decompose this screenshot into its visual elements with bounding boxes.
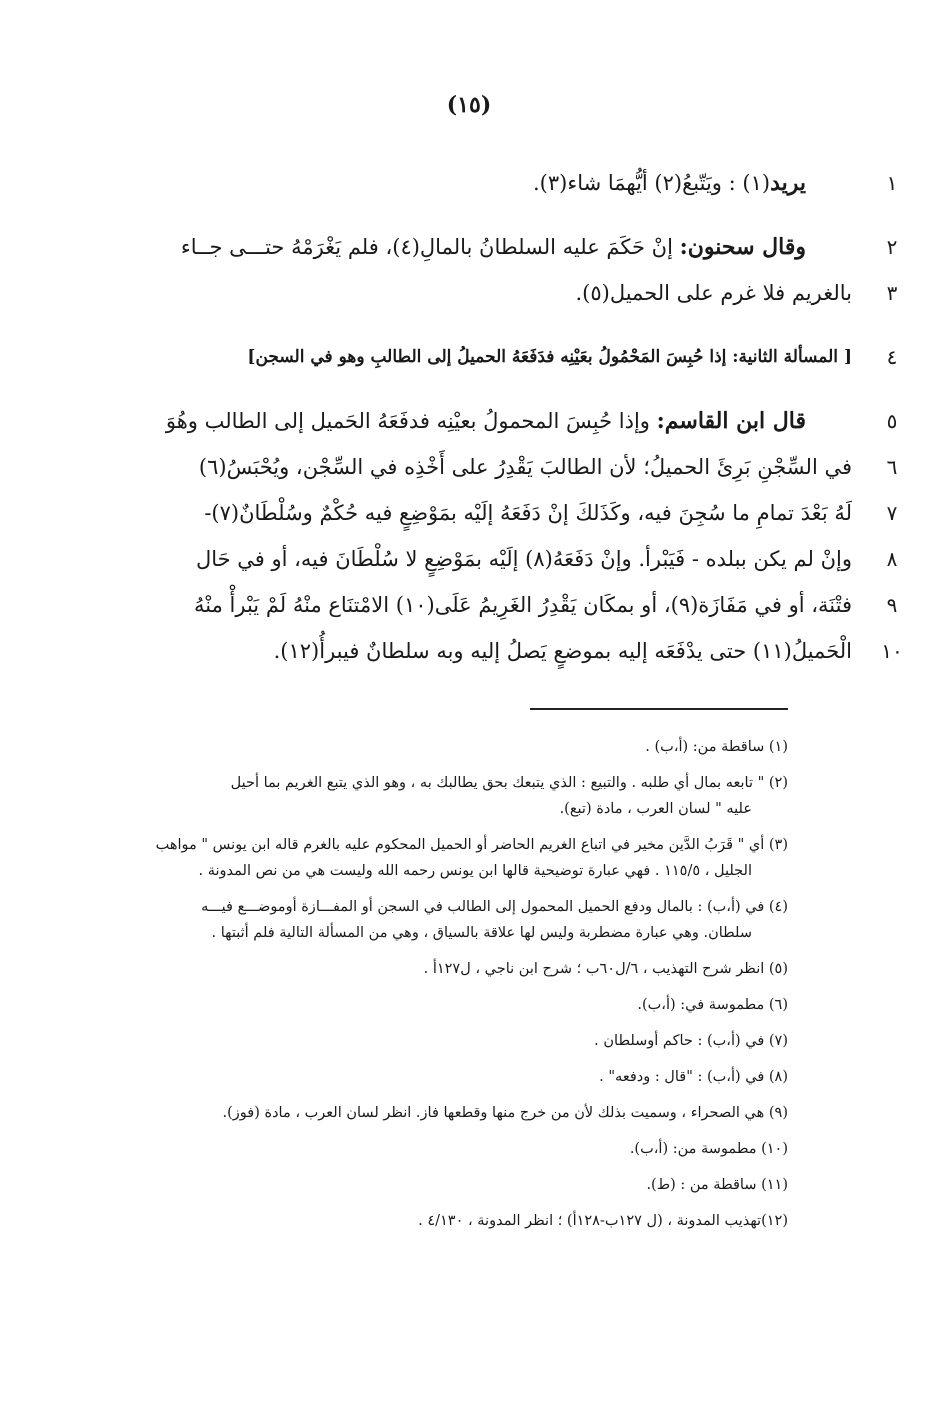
- footnote-text: (١٢)تهذيب المدونة ، (ل ١٢٧ب-١٢٨أ) ؛ انظر المدونة ، ٤/١٣٠ .: [418, 1213, 788, 1229]
- text-line-9: [62, 582, 898, 628]
- footnote-10: [73, 1136, 788, 1162]
- line-text: فتْنَة، أو في مَفَازَة(٩)، أو بمكَان يَقْدِرُ الغَرِيمُ عَلَى(١٠) الامْتنَاع منْهُ لَمْ يَبْرأْ منْهُ: [194, 593, 852, 617]
- line-text: في السِّجْنِ بَرِئَ الحميلُ؛ لأن الطالبَ يَقْدِرُ على أَخْذِه في السِّجْن، ويُحْبَسُ(٦): [198, 455, 852, 479]
- footnote-text: (٩) هي الصحراء ، وسميت بذلك لأن من خرج منها وقطعها فاز. انظر لسان العرب ، مادة (فوز).: [222, 1105, 788, 1121]
- main-text: [62, 160, 903, 674]
- line-text: الْحَميلُ(١١) حتى يدْفَعَه إليه بموضعٍ يَصلُ إليه وبه سلطانٌ فيبرأُ(١٢).: [273, 639, 852, 663]
- footnote-1: [73, 734, 788, 760]
- line-number: ٦: [886, 455, 898, 479]
- footnote-text: (٨) في (أ،ب) : "قال : ودفعه" .: [599, 1069, 788, 1085]
- line-number: ٨: [886, 547, 898, 571]
- footnote-7: [73, 1028, 788, 1054]
- speaker-label: قال ابن القاسم:: [656, 408, 806, 434]
- section-heading: [62, 334, 898, 380]
- footnote-continuation: سلطان. وهي عبارة مضطربة وليس لها علاقة بالسياق ، وهي من المسألة التالية فلم أثبتها .: [211, 925, 752, 941]
- line-number: ٥: [886, 409, 898, 433]
- footnote-5: [73, 956, 788, 982]
- footnote-6: [73, 992, 788, 1018]
- text-line-5: [62, 398, 898, 444]
- footnote-text: (١٠) مطموسة من: (أ،ب).: [629, 1141, 788, 1157]
- footnote-11: [73, 1172, 788, 1198]
- line-text: لَهُ بَعْدَ تمامِ ما سُجِنَ فيه، وكَذَلكَ إنْ دَفَعَهُ إلَيْه بمَوْضِعٍ فيه حُكْمٌ وسُلْطَانٌ(٧)-: [204, 501, 852, 525]
- footnote-separator: [530, 708, 788, 710]
- footnotes: [73, 734, 788, 1244]
- line-number: ٣: [886, 281, 898, 305]
- line-text: وإنْ لم يكن ببلده - فَيَبْرأ. وإنْ دَفَعَهُ(٨) إلَيْه بمَوْضِعٍ لا سُلْطَانَ فيه، أو في حَال: [195, 547, 852, 571]
- line-number: ٩: [886, 593, 898, 617]
- footnote-text: (١١) ساقطة من : (ط).: [646, 1177, 788, 1193]
- text-line-2: [62, 224, 898, 270]
- text-line-8: [62, 536, 898, 582]
- page-number: (١٥): [446, 92, 492, 118]
- footnote-continuation: عليه " لسان العرب ، مادة (تبع).: [559, 801, 752, 817]
- footnote-text: (٦) مطموسة في: (أ،ب).: [637, 997, 788, 1013]
- text-line-10: [62, 628, 903, 674]
- footnote-text: (٤) في (أ،ب) : بالمال ودفع الحميل المحمول إلى الطالب في السجن أو المفـــازة أوموضـــع فيـــه: [201, 899, 788, 915]
- footnote-text: (٥) انظر شرح التهذيب ، ٦/ل٦٠ب ؛ شرح ابن ناجي ، ل١٢٧أ .: [423, 961, 788, 977]
- text-line-7: [62, 490, 898, 536]
- footnote-text: (٢) " تابعه بمال أي طلبه . والتبيع : الذي يتبعك بحق يطالبك به ، وهو الذي يتبع الغريم بما أحيل: [230, 775, 788, 791]
- footnote-3: [73, 832, 788, 884]
- footnote-8: [73, 1064, 788, 1090]
- line-number: ٧: [886, 501, 898, 525]
- footnote-12: [73, 1208, 788, 1234]
- line-number: ١٠: [881, 639, 903, 663]
- line-text: (١) : ويَتّبعُ(٢) أيُّهمَا شاء(٣).: [532, 171, 771, 195]
- text-line-3: [62, 270, 898, 316]
- line-number: ٤: [886, 345, 898, 369]
- footnote-text: (١) ساقطة من: (أ،ب) .: [645, 739, 788, 755]
- footnote-9: [73, 1100, 788, 1126]
- speaker-label: يريد: [770, 170, 806, 196]
- footnote-4: [73, 894, 788, 946]
- line-text: وإذا حُبِسَ المحمولُ بعيْنِه فدفَعَهُ الحَميل إلى الطالب وهُوَ: [165, 409, 657, 433]
- footnote-text: (٧) في (أ،ب) : حاكم أوسلطان .: [594, 1033, 788, 1049]
- footnote-2: [73, 770, 788, 822]
- text-line-1: [62, 160, 898, 206]
- text-line-6: [62, 444, 898, 490]
- line-text: بالغريم فلا غرم على الحميل(٥).: [575, 281, 852, 305]
- footnote-text: (٣) أي " قَرَبُ الدَّين مخير في اتباع الغريم الحاضر أو الحميل المحكوم عليه بالغرم قاله ابن يونس " مواهب: [155, 837, 788, 853]
- speaker-label: وقال سحنون:: [679, 234, 806, 260]
- line-number: ٢: [886, 235, 898, 259]
- heading-text: [ المسألة الثانية: إذا حُبِسَ المَحْمُولُ بعَيْنِه فدَفَعَهُ الحميلُ إلى الطالبِ وهو في السجن]: [247, 347, 852, 367]
- footnote-continuation: الجليل ، ١١٥/٥ . فهي عبارة توضيحية قالها ابن يونس رحمه الله وليست هي من نص المدونة .: [198, 863, 752, 879]
- line-number: ١: [886, 171, 898, 195]
- line-text: إنْ حَكَمَ عليه السلطانُ بالمالِ(٤)، فلم يَغْرَمْهُ حتـــى جــاء: [180, 235, 680, 259]
